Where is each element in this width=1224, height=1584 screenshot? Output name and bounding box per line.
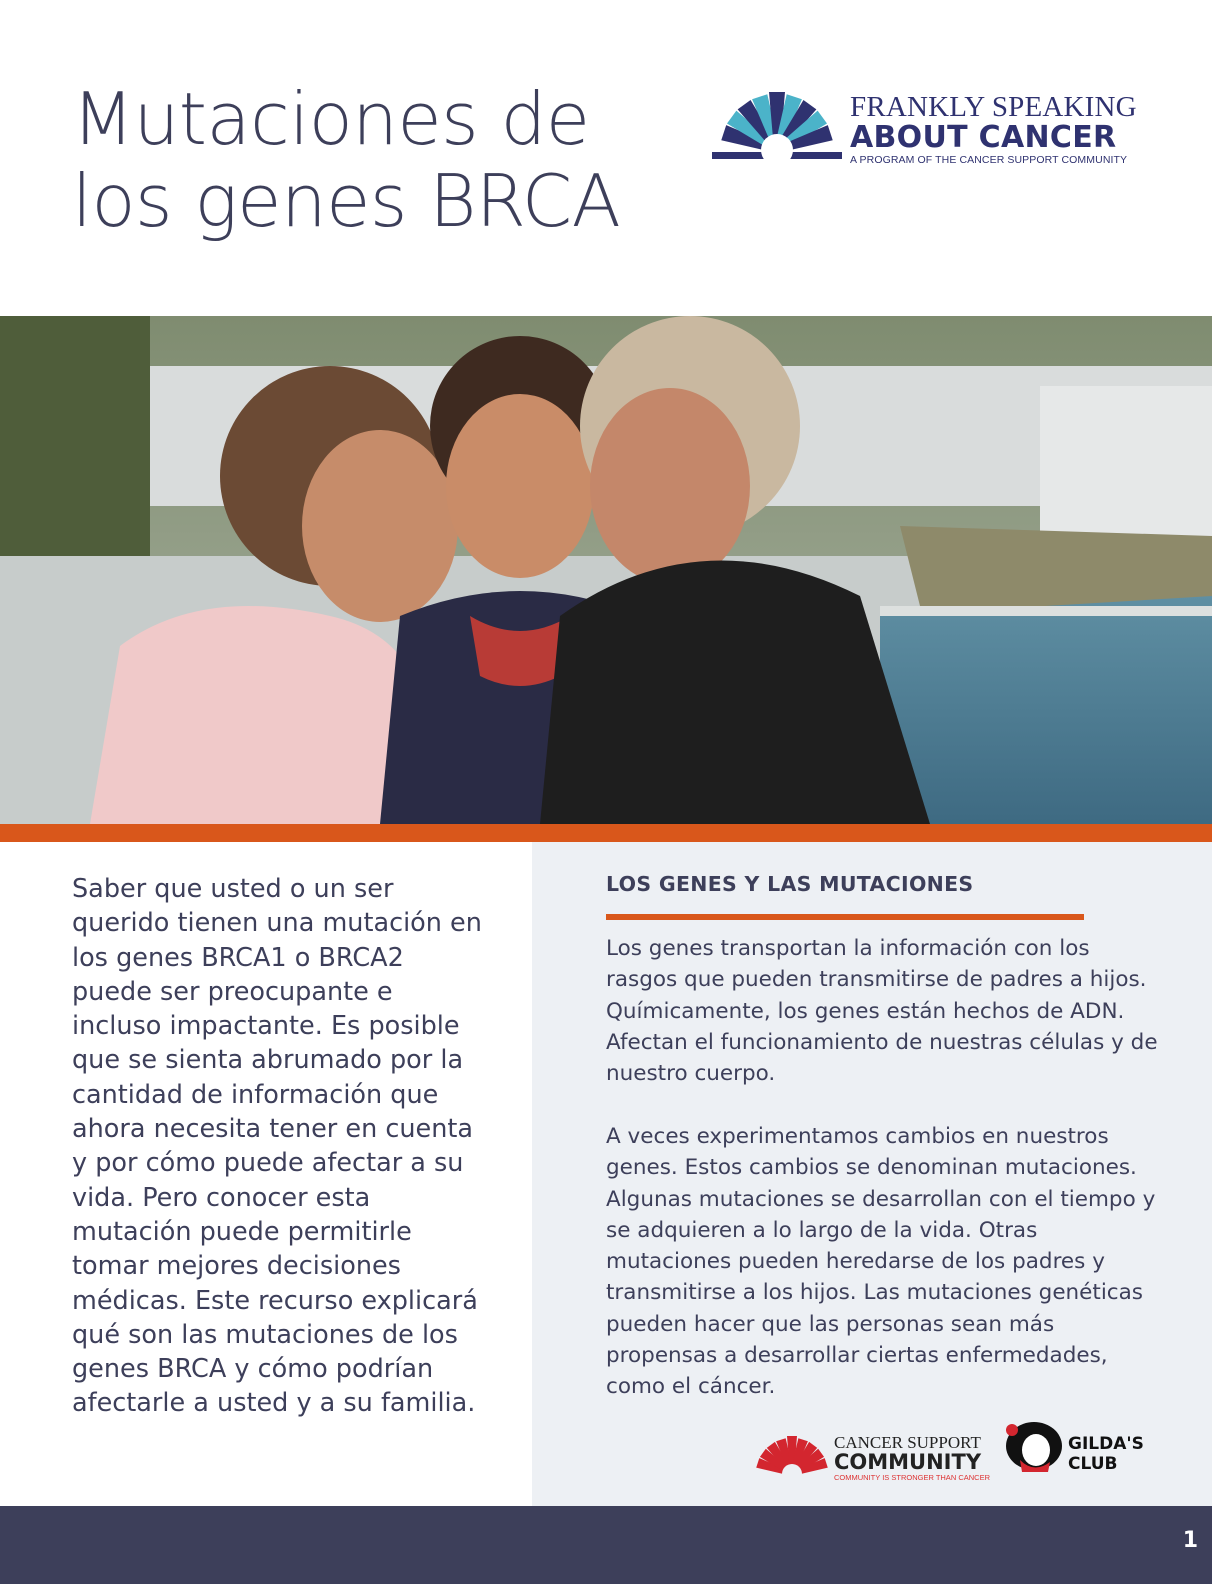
page-title <box>72 78 672 242</box>
gilda-line-1: GILDA'S <box>1068 1434 1144 1454</box>
sidebar-heading: LOS GENES Y LAS MUTACIONES <box>606 872 974 896</box>
logo-line-2: ABOUT CANCER <box>850 120 1117 155</box>
title-line-2: los genes BRCA <box>72 159 621 243</box>
sunburst-icon <box>712 92 844 164</box>
three-women-embracing-photo-icon <box>0 316 1212 824</box>
cancer-support-community-logo <box>752 1433 990 1482</box>
logo-line-1: FRANKLY SPEAKING <box>850 91 1137 123</box>
logo-tagline: A PROGRAM OF THE CANCER SUPPORT COMMUNITY <box>850 154 1128 166</box>
title-line-1: Mutaciones de <box>72 77 590 161</box>
intro-paragraph: Saber que usted o un ser querido tienen una mutación en los genes BRCA1 o BRCA2 puede ser preocupante e incluso impactante. Es posible que se sienta abrumado por la cantidad de información que ahora necesita tener en cuenta y por cómo puede afectar a su vida. Pero conocer esta mutación puede permitirle tomar mejores decisiones médicas. Este recurso explicará qué son las mutaciones de los genes BRCA y cómo podrían afectarle a usted y a su familia. <box>72 874 482 1419</box>
sidebar-paragraph-1: Los genes transportan la información con los rasgos que pueden transmitirse de padres a hijos. Químicamente, los genes están hechos de ADN. Afectan el funcionamiento de nuestras células y de nuestro cuerpo. <box>606 936 1158 1087</box>
accent-divider <box>0 824 1212 842</box>
red-sunburst-icon <box>752 1434 832 1478</box>
frankly-speaking-about-cancer-logo <box>712 92 1152 168</box>
heading-underline <box>606 914 1084 920</box>
hero-photo <box>0 316 1212 824</box>
page-number: 1 <box>1182 1528 1198 1553</box>
csc-tagline: COMMUNITY IS STRONGER THAN CANCER <box>834 1473 990 1482</box>
sidebar-paragraph-2: A veces experimentamos cambios en nuestros genes. Estos cambios se denominan mutaciones. Algunas mutaciones se desarrollan con el tiempo y se adquieren a lo largo de la vida. Otras mutaciones pueden heredarse de los padres y transmitirse a los hijos. Las mutaciones genéticas pueden hacer que las personas sean más propensas a desarrollar ciertas enfermedades, como el cáncer. <box>606 1124 1156 1400</box>
csc-line-1: CANCER SUPPORT <box>834 1433 981 1452</box>
gilda-portrait-icon <box>1004 1420 1064 1476</box>
gilda-line-2: CLUB <box>1068 1454 1118 1474</box>
gildas-club-logo <box>1004 1420 1154 1476</box>
page-footer <box>0 1506 1212 1584</box>
csc-line-2: COMMUNITY <box>834 1450 982 1474</box>
